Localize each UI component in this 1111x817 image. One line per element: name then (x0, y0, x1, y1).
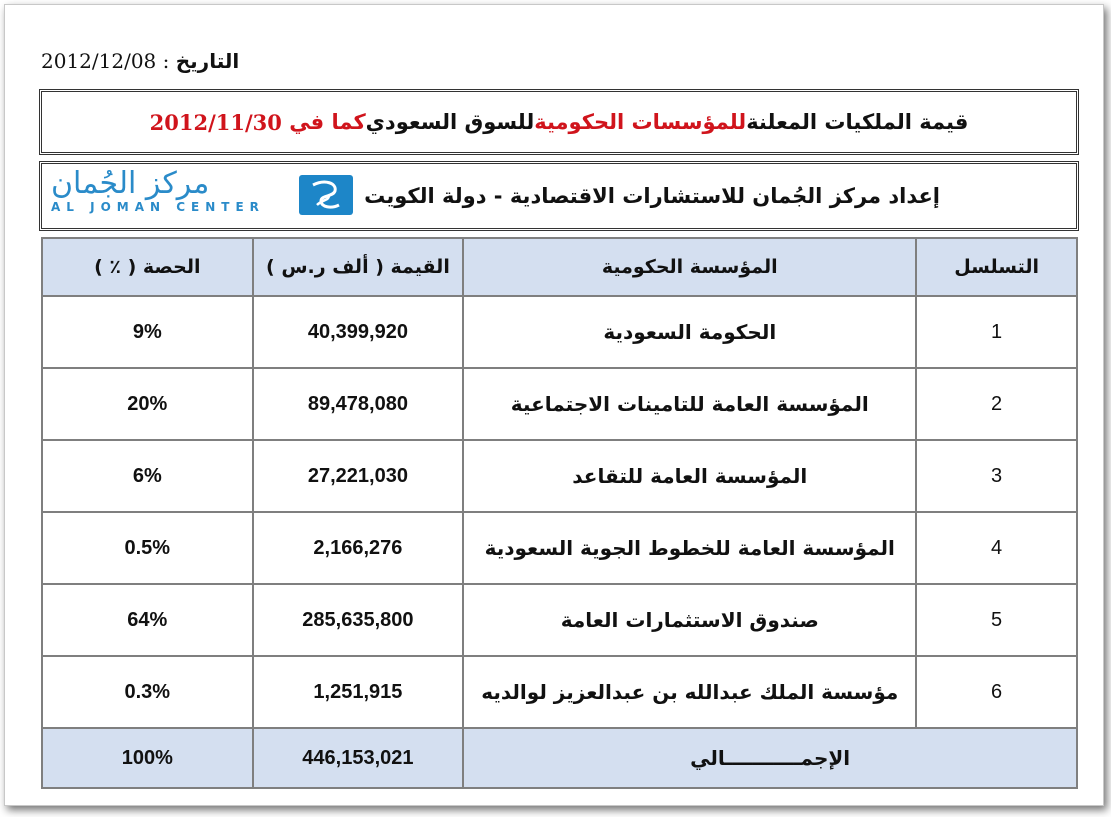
row-value: 285,635,800 (253, 584, 464, 656)
row-institution: مؤسسة الملك عبدالله بن عبدالعزيز لوالديه (463, 656, 916, 728)
total-share: 100% (42, 728, 253, 788)
row-seq: 6 (916, 656, 1077, 728)
header-institution: المؤسسة الحكومية (463, 238, 916, 296)
prepared-by-text: إعداد مركز الجُمان للاستشارات الاقتصادية - دولة الكويت (364, 184, 940, 208)
table-row (42, 512, 1077, 584)
row-value: 27,221,030 (253, 440, 464, 512)
table-row (42, 368, 1077, 440)
header-share: الحصة ( ٪ ) (42, 238, 253, 296)
table-row (42, 656, 1077, 728)
row-share: 20% (42, 368, 253, 440)
row-share: 0.3% (42, 656, 253, 728)
prepared-by-box (39, 161, 1079, 231)
row-share: 6% (42, 440, 253, 512)
title-part-2: للمؤسسات الحكومية (534, 110, 747, 134)
title-part-4: كما في (289, 110, 366, 134)
total-label: الإجمـــــــــــالي (463, 728, 1077, 788)
logo-arabic-text: مركز الجُمان (51, 166, 210, 201)
report-title (42, 92, 1076, 152)
row-institution: المؤسسة العامة للخطوط الجوية السعودية (463, 512, 916, 584)
date-separator: : (162, 49, 170, 73)
table-row (42, 296, 1077, 368)
joman-center-logo (47, 166, 359, 222)
row-seq: 5 (916, 584, 1077, 656)
row-institution: المؤسسة العامة للتامينات الاجتماعية (463, 368, 916, 440)
row-share: 9% (42, 296, 253, 368)
joman-logo-icon (299, 175, 353, 215)
row-seq: 2 (916, 368, 1077, 440)
row-seq: 1 (916, 296, 1077, 368)
title-part-1: قيمة الملكيات المعلنة (746, 110, 969, 134)
document-page (4, 4, 1104, 806)
table-header-row (42, 238, 1077, 296)
table-row (42, 440, 1077, 512)
logo-english-text: AL JOMAN CENTER (51, 200, 265, 214)
date-label: التاريخ (175, 49, 240, 73)
row-institution: الحكومة السعودية (463, 296, 916, 368)
table-row (42, 584, 1077, 656)
row-seq: 3 (916, 440, 1077, 512)
row-value: 1,251,915 (253, 656, 464, 728)
title-part-3: للسوق السعودي (365, 110, 535, 134)
row-value: 89,478,080 (253, 368, 464, 440)
row-share: 64% (42, 584, 253, 656)
row-share: 0.5% (42, 512, 253, 584)
header-value: القيمة ( ألف ر.س ) (253, 238, 464, 296)
title-date: 2012/11/30 (149, 109, 282, 135)
total-value: 446,153,021 (253, 728, 464, 788)
ownership-table (41, 237, 1078, 789)
row-value: 40,399,920 (253, 296, 464, 368)
row-institution: صندوق الاستثمارات العامة (463, 584, 916, 656)
row-seq: 4 (916, 512, 1077, 584)
table-total-row (42, 728, 1077, 788)
row-value: 2,166,276 (253, 512, 464, 584)
date-value: 2012/12/08 (41, 49, 157, 73)
title-box (39, 89, 1079, 155)
row-institution: المؤسسة العامة للتقاعد (463, 440, 916, 512)
report-date (41, 49, 271, 79)
header-seq: التسلسل (916, 238, 1077, 296)
